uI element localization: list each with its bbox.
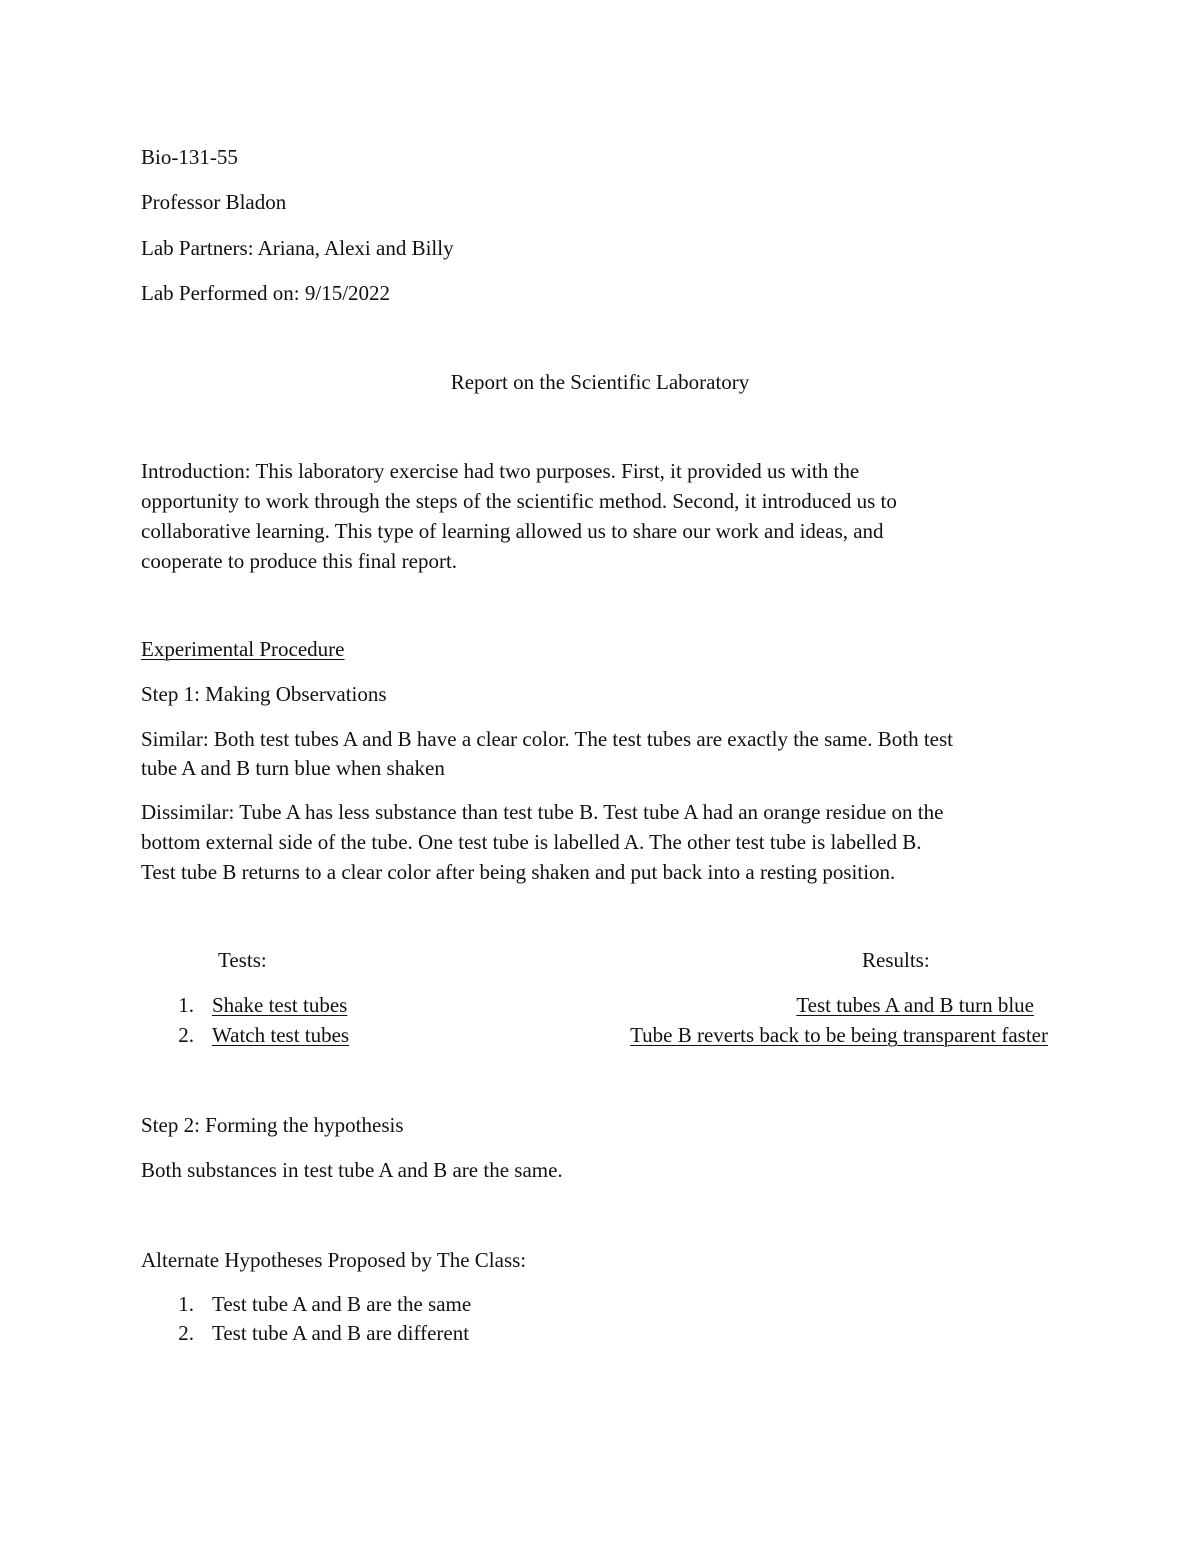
test-row-result: Test tubes A and B turn blue (796, 993, 1034, 1017)
introduction-line: Introduction: This laboratory exercise had two purposes. First, it provided us with the (141, 459, 860, 483)
report-title: Report on the Scientific Laboratory (450, 370, 750, 394)
test-row-test: Watch test tubes (212, 1023, 350, 1047)
hypothesis-text: Both substances in test tube A and B are the same. (141, 1158, 563, 1182)
test-row-number: 1. (178, 993, 194, 1017)
introduction-line: opportunity to work through the steps of the scientific method. Second, it introduced us to (141, 489, 897, 513)
dissimilar-observation-line: bottom external side of the tube. One test tube is labelled A. The other test tube is labelled B. (141, 830, 922, 854)
alternate-hypotheses-heading: Alternate Hypotheses Proposed by The Class: (141, 1248, 527, 1272)
lab-date: Lab Performed on: 9/15/2022 (141, 281, 391, 305)
test-row-result: Tube B reverts back to be being transparent faster (630, 1023, 1048, 1047)
dissimilar-observation-line: Test tube B returns to a clear color after being shaken and put back into a resting position. (141, 860, 896, 884)
professor-name: Professor Bladon (141, 190, 287, 214)
lab-partners: Lab Partners: Ariana, Alexi and Billy (141, 236, 454, 260)
alternate-item-text: Test tube A and B are the same (212, 1292, 472, 1316)
similar-observation-line: Similar: Both test tubes A and B have a clear color. The test tubes are exactly the same. Both test (141, 727, 953, 751)
step2-heading: Step 2: Forming the hypothesis (141, 1113, 404, 1137)
tests-header: Tests: (218, 948, 267, 972)
introduction-line: collaborative learning. This type of learning allowed us to share our work and ideas, and (141, 519, 884, 543)
similar-observation-line: tube A and B turn blue when shaken (141, 756, 445, 780)
course-code: Bio-131-55 (141, 145, 238, 169)
test-row-number: 2. (178, 1023, 194, 1047)
introduction-line: cooperate to produce this final report. (141, 549, 458, 573)
dissimilar-observation-line: Dissimilar: Tube A has less substance than test tube B. Test tube A had an orange residue on the (141, 800, 944, 824)
results-header: Results: (862, 948, 930, 972)
procedure-heading: Experimental Procedure (141, 637, 345, 661)
step1-heading: Step 1: Making Observations (141, 682, 387, 706)
alternate-item-number: 2. (178, 1321, 194, 1345)
alternate-item-number: 1. (178, 1292, 194, 1316)
alternate-item-text: Test tube A and B are different (212, 1321, 470, 1345)
test-row-test: Shake test tubes (212, 993, 348, 1017)
